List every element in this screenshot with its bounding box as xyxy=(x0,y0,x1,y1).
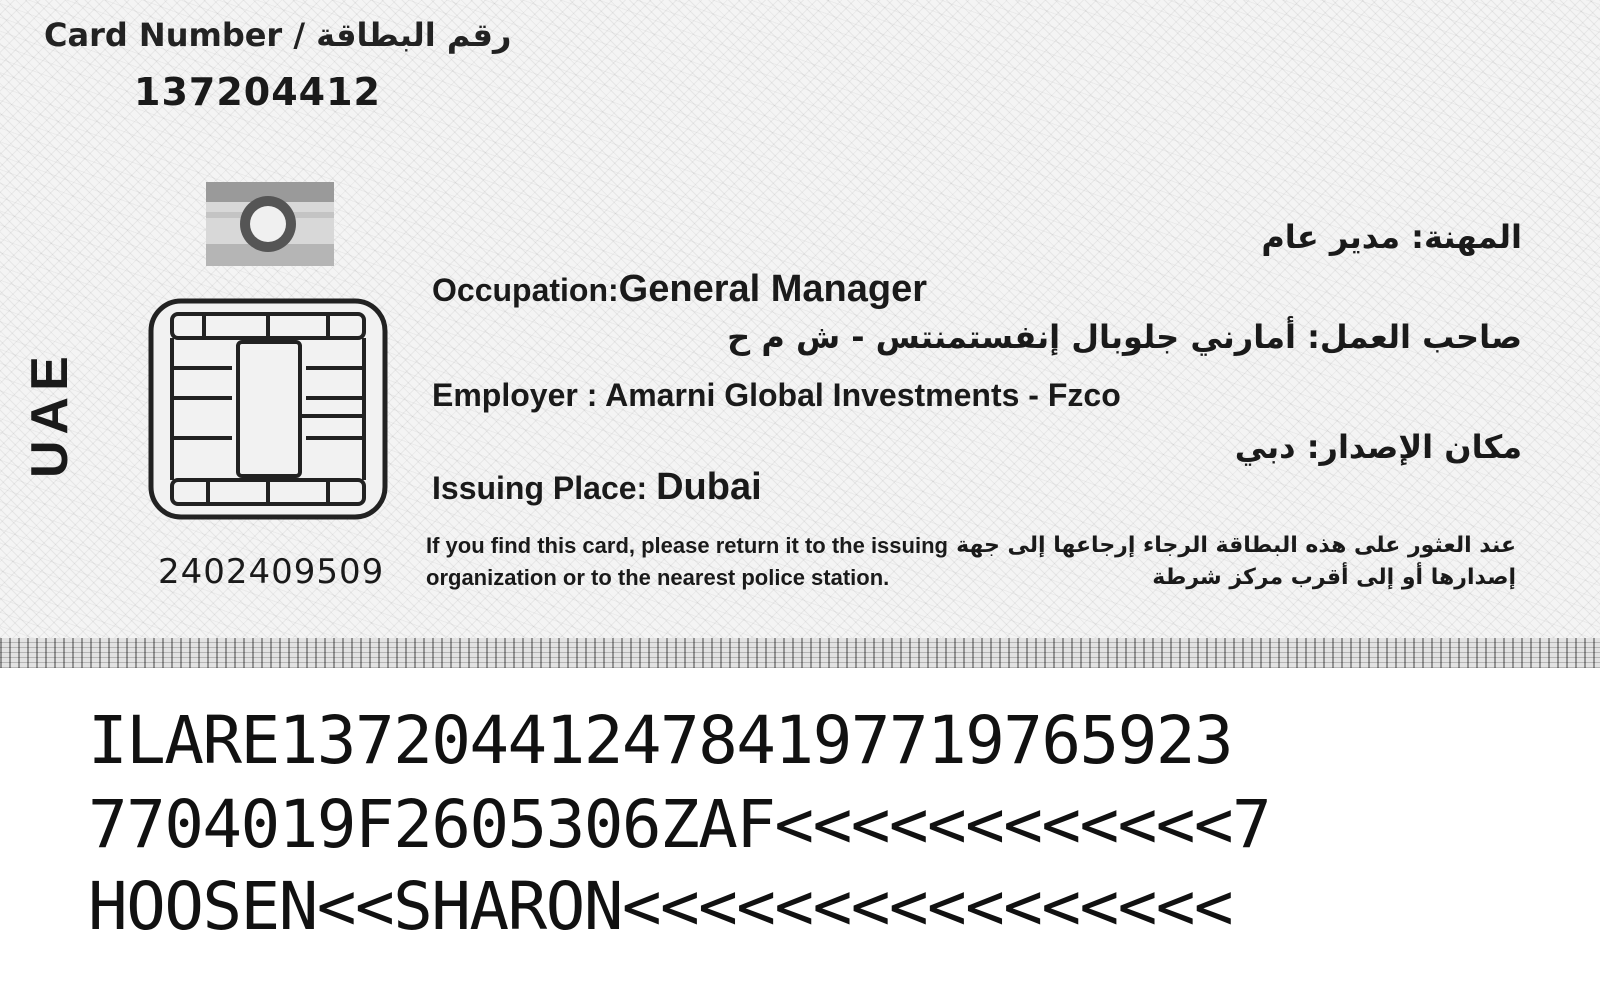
occupation-line xyxy=(432,268,927,311)
occupation-arabic: المهنة: مدير عام xyxy=(1261,218,1522,256)
issuing-place-label: Issuing Place: xyxy=(432,470,657,506)
return-notice-en-line1: If you find this card, please return it to the issuing xyxy=(426,533,948,558)
return-notice-en-line2: organization or to the nearest police station. xyxy=(426,565,890,590)
return-notice-english xyxy=(426,530,948,594)
mrz-line-2: 7704019F2605306ZAF<<<<<<<<<<<<7 xyxy=(88,786,1271,863)
employer-line xyxy=(432,376,1121,415)
country-code-vertical: UAE xyxy=(21,350,79,478)
issuing-place-line xyxy=(432,466,762,509)
return-notice-ar-line1: عند العثور على هذه البطاقة الرجاء إرجاعها إلى جهة xyxy=(956,533,1516,558)
employer-value: Amarni Global Investments - Fzco xyxy=(605,377,1121,413)
issuing-place-arabic: مكان الإصدار: دبي xyxy=(1234,428,1522,466)
hologram-icon xyxy=(206,182,334,266)
card-number-label: Card Number / رقم البطاقة xyxy=(44,16,512,54)
employer-arabic: صاحب العمل: أمارني جلوبال إنفستمنتس - ش م ح xyxy=(727,318,1522,356)
return-notice-ar-line2: إصدارها أو إلى أقرب مركز شرطة xyxy=(1152,565,1516,590)
mrz-line-1: ILARE1372044124784197719765923 xyxy=(88,702,1233,779)
return-notice-arabic xyxy=(956,530,1516,594)
card-number: 137204412 xyxy=(134,70,381,114)
smart-chip-icon xyxy=(148,298,388,520)
occupation-label: Occupation: xyxy=(432,272,619,308)
employer-label: Employer : xyxy=(432,377,606,413)
security-band xyxy=(0,638,1600,668)
mrz-line-3: HOOSEN<<SHARON<<<<<<<<<<<<<<<< xyxy=(88,868,1233,945)
chip-serial-number: 2402409509 xyxy=(158,552,385,592)
issuing-place-value: Dubai xyxy=(656,466,762,508)
occupation-value: General Manager xyxy=(618,268,928,310)
